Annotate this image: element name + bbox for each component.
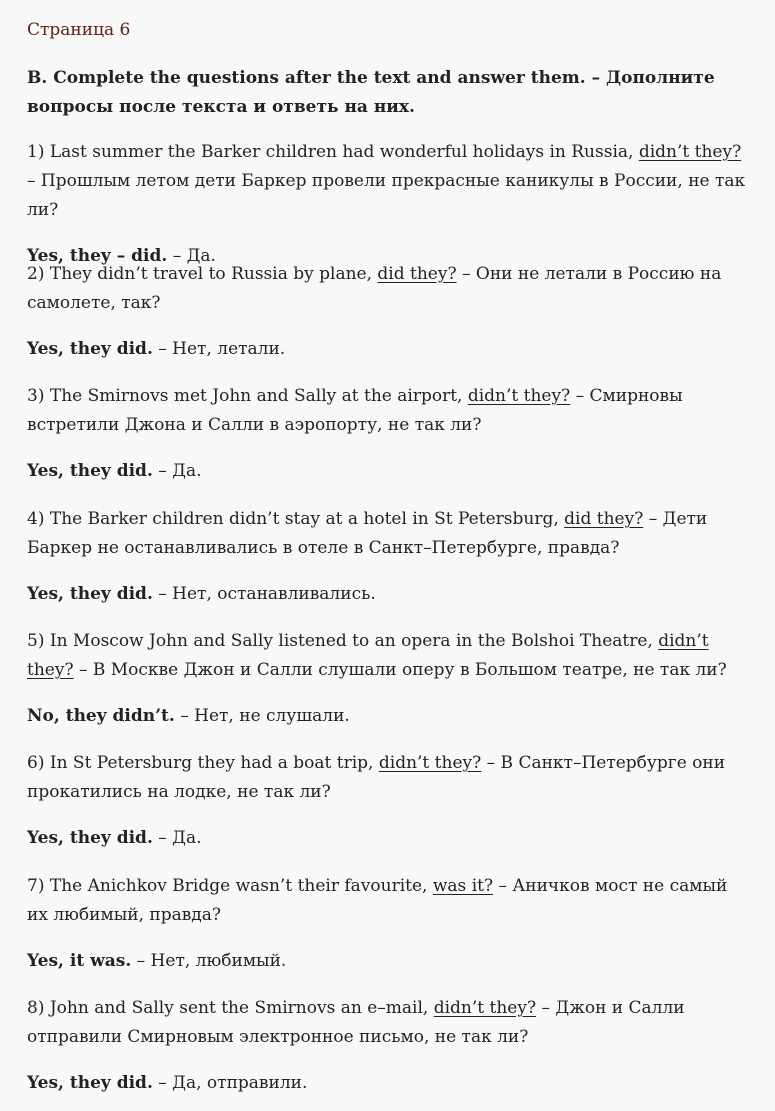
answer-english: Yes, they did. xyxy=(27,339,153,359)
question-body: John and Sally sent the Smirnovs an e–mail, xyxy=(49,998,429,1018)
answer-translation: – Нет, не слушали. xyxy=(180,706,350,726)
question-translation: – Аничков мост не самый их любимый, правда? xyxy=(27,876,728,925)
question-tag: was it? xyxy=(432,876,494,896)
qa-item xyxy=(27,749,747,853)
question-tag: did they? xyxy=(377,264,457,284)
question-tag: didn’t they? xyxy=(467,386,571,406)
question-tag: didn’t they? xyxy=(638,142,742,162)
answer-translation: – Да. xyxy=(172,246,216,266)
question-text xyxy=(27,994,747,1052)
qa-item xyxy=(27,138,747,271)
answer-text xyxy=(27,947,747,976)
answer-translation: – Нет, останавливались. xyxy=(158,584,376,604)
question-text xyxy=(27,749,747,807)
answer-english: No, they didn’t. xyxy=(27,706,175,726)
question-tag: didn’t they? xyxy=(433,998,537,1018)
question-translation: – Прошлым летом дети Баркер провели прекрасные каникулы в России, не так ли? xyxy=(27,171,746,220)
answer-text xyxy=(27,580,747,609)
answer-english: Yes, it was. xyxy=(27,951,132,971)
question-tag: didn’t they? xyxy=(27,631,709,680)
question-body: They didn’t travel to Russia by plane, xyxy=(49,264,373,284)
question-number: 8) xyxy=(27,998,45,1018)
question-text xyxy=(27,627,747,685)
question-tag: didn’t they? xyxy=(378,753,482,773)
answer-text xyxy=(27,702,747,731)
answer-english: Yes, they did. xyxy=(27,1073,153,1093)
answer-english: Yes, they did. xyxy=(27,584,153,604)
question-number: 1) xyxy=(27,142,45,162)
question-body: The Anichkov Bridge wasn’t their favourite, xyxy=(49,876,428,896)
question-translation: – Смирновы встретили Джона и Салли в аэропорту, не так ли? xyxy=(27,386,683,435)
question-translation: – В Санкт–Петербурге они прокатились на лодке, не так ли? xyxy=(27,753,726,802)
answer-text xyxy=(27,824,747,853)
answer-text xyxy=(27,457,747,486)
answer-translation: – Нет, любимый. xyxy=(136,951,287,971)
question-translation: – В Москве Джон и Салли слушали оперу в Большом театре, не так ли? xyxy=(78,660,727,680)
question-text xyxy=(27,505,747,563)
answer-translation: – Да. xyxy=(158,828,202,848)
question-text xyxy=(27,382,747,440)
answer-english: Yes, they did. xyxy=(27,828,153,848)
question-translation: – Дети Баркер не останавливались в отеле в Санкт–Петербурге, правда? xyxy=(27,509,708,558)
answer-translation: – Да, отправили. xyxy=(158,1073,308,1093)
question-number: 3) xyxy=(27,386,45,406)
page-number-label: Страница 6 xyxy=(27,20,131,40)
qa-item xyxy=(27,627,747,731)
qa-item xyxy=(27,505,747,609)
qa-item xyxy=(27,382,747,486)
qa-item xyxy=(27,260,747,364)
qa-item xyxy=(27,994,747,1098)
question-number: 7) xyxy=(27,876,45,896)
question-translation: – Они не летали в Россию на самолете, так? xyxy=(27,264,722,313)
answer-text xyxy=(27,1069,747,1098)
answer-translation: – Нет, летали. xyxy=(158,339,286,359)
question-text xyxy=(27,260,747,318)
qa-item xyxy=(27,872,747,976)
question-number: 2) xyxy=(27,264,45,284)
question-body: The Smirnovs met John and Sally at the airport, xyxy=(49,386,463,406)
answer-text xyxy=(27,335,747,364)
question-text xyxy=(27,138,747,225)
exercise-heading: B. Complete the questions after the text and answer them. – Дополните вопросы после текста и ответь на них. xyxy=(27,68,715,117)
question-body: The Barker children didn’t stay at a hotel in St Petersburg, xyxy=(49,509,559,529)
answer-english: Yes, they did. xyxy=(27,461,153,481)
question-body: In Moscow John and Sally listened to an opera in the Bolshoi Theatre, xyxy=(49,631,653,651)
question-number: 5) xyxy=(27,631,45,651)
question-body: In St Petersburg they had a boat trip, xyxy=(49,753,374,773)
question-number: 4) xyxy=(27,509,45,529)
question-number: 6) xyxy=(27,753,45,773)
answer-translation: – Да. xyxy=(158,461,202,481)
question-translation: – Джон и Салли отправили Смирновым электронное письмо, не так ли? xyxy=(27,998,685,1047)
question-text xyxy=(27,872,747,930)
question-tag: did they? xyxy=(564,509,644,529)
question-body: Last summer the Barker children had wonderful holidays in Russia, xyxy=(49,142,634,162)
answer-english: Yes, they – did. xyxy=(27,246,168,266)
